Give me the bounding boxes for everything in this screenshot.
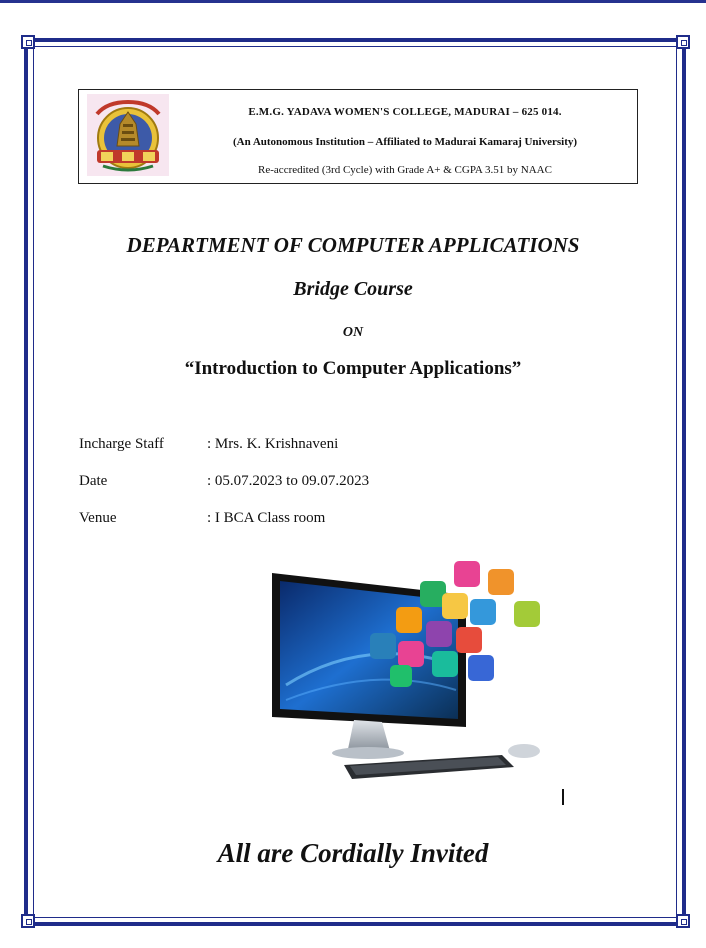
college-header xyxy=(78,89,638,184)
college-logo-icon xyxy=(87,94,169,176)
incharge-value: : Mrs. K. Krishnaveni xyxy=(207,436,339,452)
venue-value: : I BCA Class room xyxy=(207,510,326,526)
invitation-text: All are Cordially Invited xyxy=(217,838,489,868)
border-corner-ornament xyxy=(676,35,690,49)
border-corner-ornament xyxy=(676,914,690,928)
course-topic: “Introduction to Computer Applications” xyxy=(184,358,522,379)
top-edge-bar xyxy=(0,0,706,3)
college-name: E.M.G. YADAVA WOMEN'S COLLEGE, MADURAI – 625 014. xyxy=(248,106,562,118)
incharge-label: Incharge Staff xyxy=(79,436,164,452)
on-text: ON xyxy=(342,325,364,340)
college-accreditation: Re-accredited (3rd Cycle) with Grade A+ & CGPA 3.51 by NAAC xyxy=(258,164,552,176)
computer-illustration-icon xyxy=(266,555,556,795)
border-corner-ornament xyxy=(21,35,35,49)
date-label: Date xyxy=(79,473,108,489)
event-type: Bridge Course xyxy=(293,278,413,300)
date-value: : 05.07.2023 to 09.07.2023 xyxy=(207,473,370,489)
venue-label: Venue xyxy=(79,510,117,526)
department-title: DEPARTMENT OF COMPUTER APPLICATIONS xyxy=(126,233,580,257)
text-cursor xyxy=(562,789,564,805)
border-corner-ornament xyxy=(21,914,35,928)
college-affiliation: (An Autonomous Institution – Affiliated to Madurai Kamaraj University) xyxy=(232,136,578,148)
